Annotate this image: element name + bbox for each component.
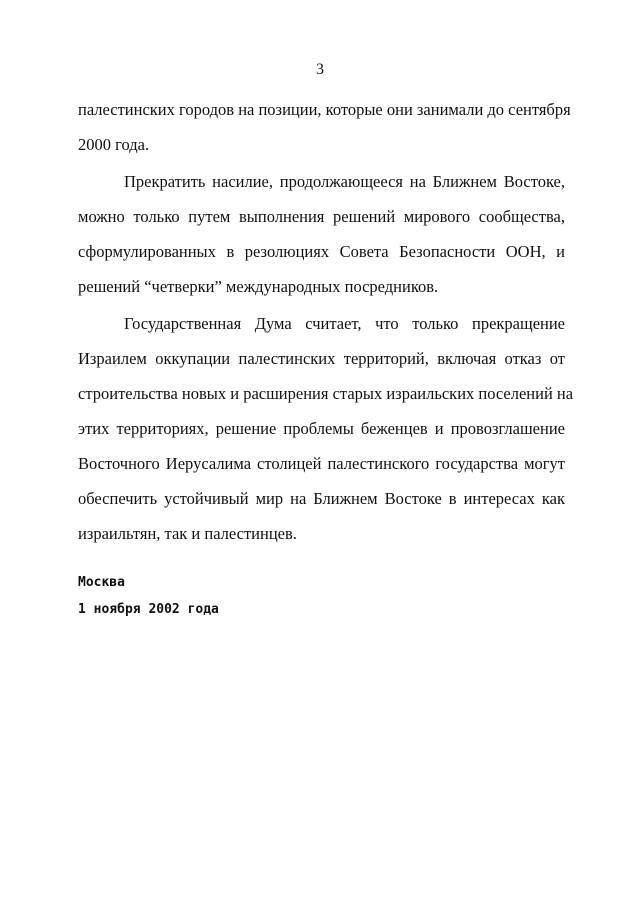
text-line: Израилем оккупации палестинских территорий, включая отказ от [78, 349, 565, 368]
signature-city: Москва [78, 575, 125, 590]
paragraph-continuation [78, 100, 571, 170]
text-line: можно только путем выполнения решений мирового сообщества, [78, 207, 565, 226]
text-line: израильтян, так и палестинцев. [78, 524, 297, 543]
text-line: сформулированных в резолюциях Совета Безопасности ООН, и [78, 242, 565, 261]
text-line: палестинских городов на позиции, которые они занимали до сентября [78, 100, 571, 119]
text-line: строительства новых и расширения старых израильских поселений на [78, 384, 574, 403]
paragraph-violence [78, 172, 565, 312]
document-body [78, 100, 574, 559]
text-line: Государственная Дума считает, что только прекращение [124, 314, 565, 333]
page-number: 3 [316, 61, 324, 78]
text-line: решений “четверки” международных посредников. [78, 277, 439, 296]
text-line: Восточного Иерусалима столицей палестинского государства могут [78, 454, 565, 473]
text-line: 2000 года. [78, 135, 150, 154]
text-line: Прекратить насилие, продолжающееся на Ближнем Востоке, [124, 172, 565, 191]
signature-block [78, 574, 219, 628]
paragraph-duma-position [78, 314, 574, 559]
text-line: обеспечить устойчивый мир на Ближнем Востоке в интересах как [78, 489, 565, 508]
text-line: этих территориях, решение проблемы беженцев и провозглашение [78, 419, 565, 438]
signature-date: 1 ноября 2002 года [78, 602, 219, 617]
